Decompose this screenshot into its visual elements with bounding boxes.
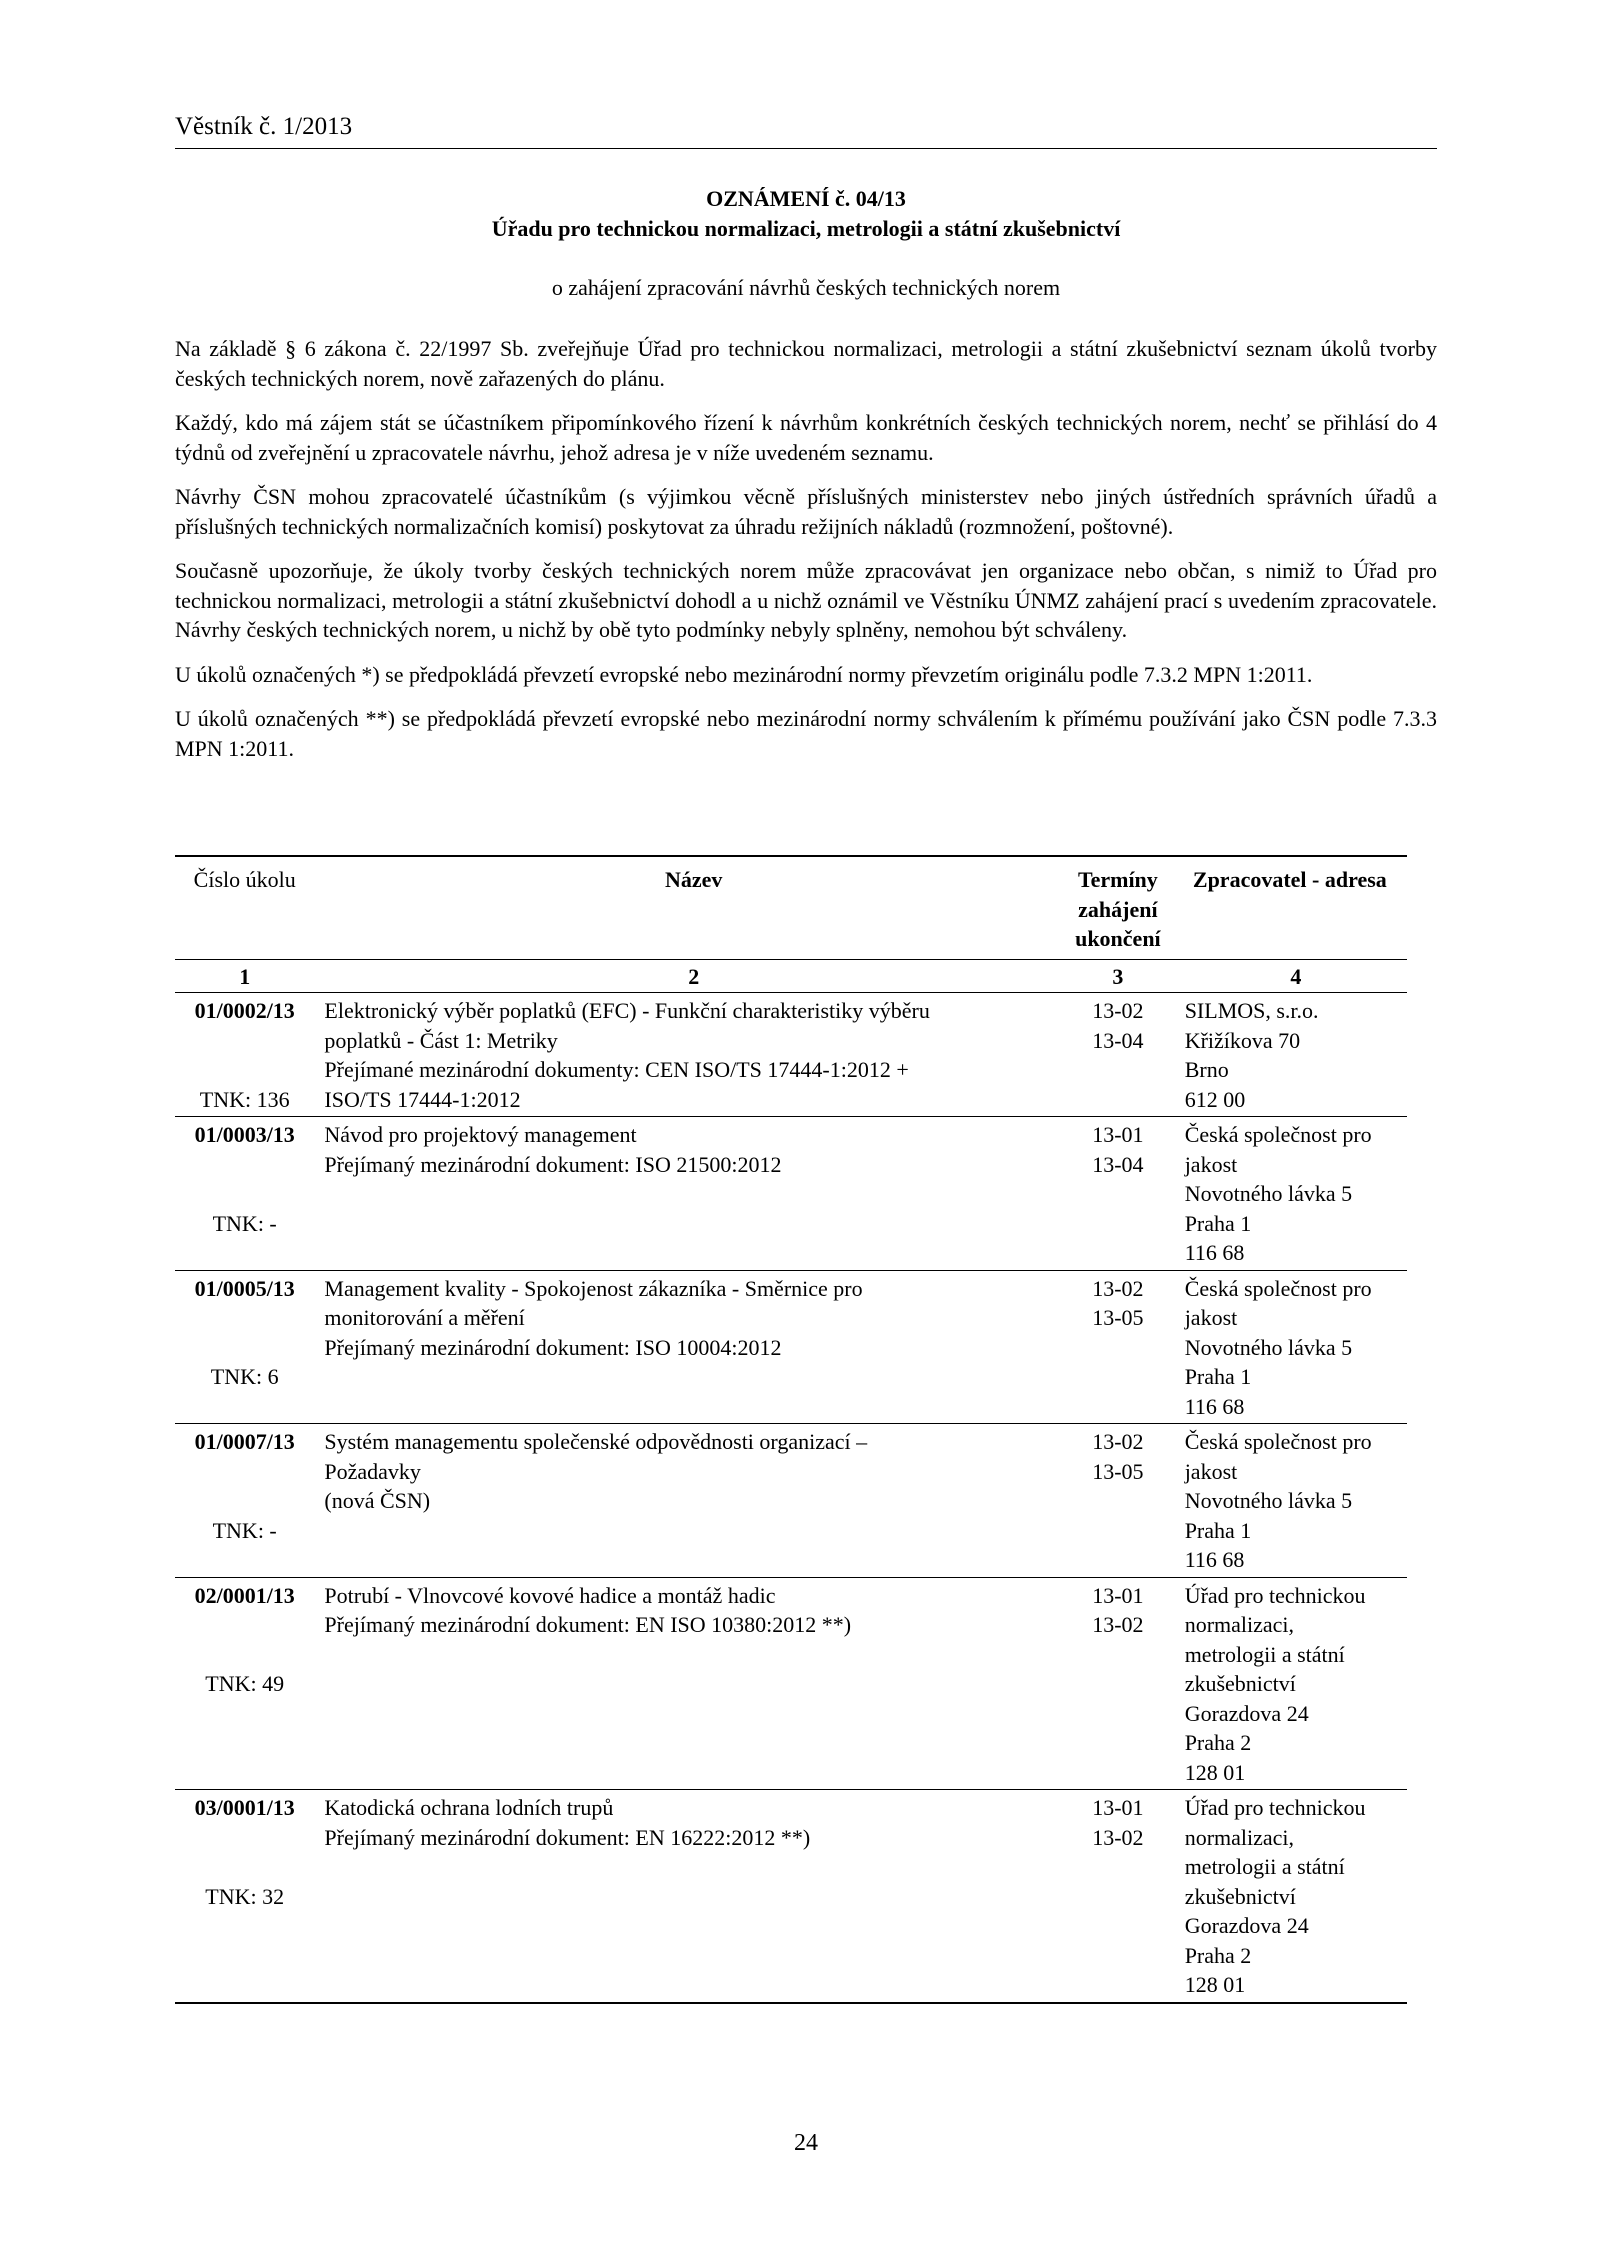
- title-line: Přejímaný mezinárodní dokument: EN 16222:2012 **): [324, 1824, 811, 1850]
- table-row: [175, 1117, 1407, 1271]
- notice-title-line1: OZNÁMENÍ č. 04/13: [706, 186, 906, 211]
- header-dates-line: Termíny: [1077, 867, 1158, 892]
- processor-line: metrologii a státní: [1184, 1854, 1345, 1879]
- processor-line: normalizaci,: [1184, 1824, 1295, 1850]
- task-cell-content: [175, 996, 314, 1114]
- title-line: Potrubí - Vlnovcové kovové hadice a montáž hadic: [324, 1582, 776, 1608]
- processor-line: 116 68: [1184, 1393, 1245, 1419]
- title-line: monitorování a měření: [324, 1305, 525, 1330]
- title-line: Požadavky: [324, 1458, 421, 1484]
- end-date: 13-05: [1092, 1305, 1144, 1330]
- title-line: poplatků - Část 1: Metriky: [324, 1027, 558, 1053]
- table-row: [175, 1424, 1407, 1578]
- end-date: 13-02: [1092, 1824, 1144, 1850]
- column-number: 1: [175, 959, 314, 993]
- end-date: 13-05: [1092, 1458, 1144, 1484]
- processor-line: Česká společnost pro: [1184, 1122, 1372, 1147]
- header-dates-line: ukončení: [1075, 926, 1161, 951]
- end-date: 13-04: [1092, 1151, 1144, 1177]
- dates-cell: [1063, 1577, 1173, 1790]
- dates-cell: [1063, 1424, 1173, 1578]
- title-line: Elektronický výběr poplatků (EFC) - Funkční charakteristiky výběru: [324, 998, 930, 1023]
- title-line: Management kvality - Spokojenost zákazníka - Směrnice pro: [324, 1275, 863, 1301]
- processor-line: Praha 1: [1184, 1210, 1252, 1236]
- title-line: Přejímaný mezinárodní dokument: ISO 21500:2012: [324, 1151, 782, 1177]
- header-task-number: Číslo úkolu: [175, 856, 314, 959]
- processor-line: 612 00: [1184, 1086, 1246, 1112]
- end-date: 13-04: [1092, 1027, 1144, 1053]
- task-number: 01/0005/13: [194, 1275, 295, 1301]
- title-line: Systém managementu společenské odpovědnosti organizací –: [324, 1429, 868, 1454]
- table-row: [175, 1790, 1407, 2003]
- task-cell-content: [175, 1274, 314, 1392]
- title-cell: [314, 1270, 1063, 1424]
- column-number: 4: [1173, 959, 1407, 993]
- tasks-table: [175, 855, 1407, 2004]
- column-number: 2: [314, 959, 1063, 993]
- processor-cell: [1173, 993, 1407, 1117]
- processor-line: 128 01: [1184, 1972, 1246, 1997]
- paragraph: Současně upozorňuje, že úkoly tvorby českých technických norem může zpracovávat jen organizace nebo občan, s nimiž to Úřad pro technickou normalizaci, metrologii a státní zkušebnictví dohodl a u nichž oznámil ve Věstníku ÚNMZ zahájení prací s uvedením zpracovatele. Návrhy českých technických norem, u nichž by obě tyto podmínky nebyly splněny, nemohou být schváleny.: [175, 558, 1437, 642]
- processor-line: metrologii a státní: [1184, 1641, 1345, 1667]
- processor-line: 128 01: [1184, 1759, 1246, 1785]
- task-cell: [175, 1117, 314, 1271]
- task-cell: [175, 1577, 314, 1790]
- processor-line: Křižíkova 70: [1184, 1027, 1301, 1053]
- body-text: [175, 334, 1437, 778]
- processor-line: jakost: [1184, 1151, 1238, 1177]
- processor-line: Novotného lávka 5: [1184, 1334, 1353, 1360]
- processor-line: Úřad pro technickou: [1184, 1582, 1366, 1608]
- column-number: 3: [1063, 959, 1173, 993]
- tnk-committee: TNK: -: [212, 1517, 277, 1543]
- title-cell: [314, 1790, 1063, 2003]
- task-cell-content: [175, 1793, 314, 1911]
- dates-cell: [1063, 993, 1173, 1117]
- processor-line: Praha 1: [1184, 1517, 1252, 1543]
- task-cell-content: [175, 1581, 314, 1699]
- header-title: Název: [314, 856, 1063, 959]
- tnk-committee: TNK: -: [212, 1210, 277, 1236]
- paragraph: Každý, kdo má zájem stát se účastníkem připomínkového řízení k návrhům konkrétních českých technických norem, nechť se přihlásí do 4 týdnů od zveřejnění u zpracovatele návrhu, jehož adresa je v níže uvedeném seznamu.: [175, 410, 1437, 465]
- processor-line: Novotného lávka 5: [1184, 1488, 1353, 1513]
- processor-line: Novotného lávka 5: [1184, 1181, 1353, 1206]
- title-line: ISO/TS 17444-1:2012: [324, 1086, 521, 1112]
- tnk-committee: TNK: 6: [210, 1364, 279, 1389]
- paragraph: Návrhy ČSN mohou zpracovatelé účastníkům (s výjimkou věcně příslušných ministerstev nebo jiných ústředních správních úřadů a příslušných technických normalizačních komisí) poskytovat za úhradu režijních nákladů (rozmnožení, poštovné).: [175, 484, 1437, 539]
- start-date: 13-02: [1092, 1429, 1144, 1454]
- title-cell: [314, 1577, 1063, 1790]
- title-cell: [314, 1117, 1063, 1271]
- start-date: 13-01: [1092, 1122, 1144, 1147]
- processor-line: Praha 2: [1184, 1942, 1252, 1968]
- header-dates-line: zahájení: [1078, 896, 1158, 922]
- journal-header: [175, 112, 1437, 149]
- column-number-row: [175, 959, 1407, 993]
- end-date: 13-02: [1092, 1612, 1144, 1637]
- start-date: 13-02: [1092, 1275, 1144, 1301]
- processor-cell: [1173, 1424, 1407, 1578]
- page-number: 24: [794, 2130, 818, 2156]
- start-date: 13-01: [1092, 1582, 1144, 1608]
- title-line: Přejímaný mezinárodní dokument: EN ISO 10380:2012 **): [324, 1612, 852, 1637]
- processor-line: Praha 2: [1184, 1730, 1252, 1755]
- title-line: Návod pro projektový management: [324, 1122, 637, 1147]
- title-line: Přejímaný mezinárodní dokument: ISO 10004:2012: [324, 1334, 782, 1360]
- processor-line: normalizaci,: [1184, 1612, 1295, 1637]
- processor-line: Gorazdova 24: [1184, 1700, 1309, 1726]
- task-number: 01/0002/13: [194, 998, 295, 1023]
- tnk-committee: TNK: 136: [199, 1086, 290, 1112]
- task-cell: [175, 1424, 314, 1578]
- processor-line: zkušebnictví: [1184, 1883, 1296, 1909]
- task-number: 02/0001/13: [194, 1582, 295, 1608]
- processor-line: jakost: [1184, 1458, 1238, 1484]
- task-cell: [175, 1270, 314, 1424]
- dates-cell: [1063, 1790, 1173, 2003]
- title-cell: [314, 993, 1063, 1117]
- task-number: 01/0007/13: [194, 1429, 295, 1454]
- processor-line: Gorazdova 24: [1184, 1913, 1309, 1938]
- notice-title: [175, 184, 1437, 244]
- dates-cell: [1063, 1270, 1173, 1424]
- start-date: 13-01: [1092, 1795, 1144, 1820]
- processor-line: Česká společnost pro: [1184, 1275, 1372, 1301]
- processor-cell: [1173, 1117, 1407, 1271]
- task-number: 03/0001/13: [194, 1795, 295, 1820]
- paragraph: U úkolů označených *) se předpokládá převzetí evropské nebo mezinárodní normy převzetím originálu podle 7.3.2 MPN 1:2011.: [175, 661, 1313, 687]
- table-row: [175, 993, 1407, 1117]
- notice-subtitle: o zahájení zpracování návrhů českých technických norem: [551, 275, 1061, 300]
- processor-line: 116 68: [1184, 1547, 1245, 1572]
- paragraph: U úkolů označených **) se předpokládá převzetí evropské nebo mezinárodní normy schválením k přímému používání jako ČSN podle 7.3.3 MPN 1:2011.: [175, 706, 1437, 761]
- processor-line: Česká společnost pro: [1184, 1429, 1372, 1454]
- processor-cell: [1173, 1790, 1407, 2003]
- table-row: [175, 1577, 1407, 1790]
- task-cell-content: [175, 1120, 314, 1238]
- processor-line: zkušebnictví: [1184, 1671, 1296, 1696]
- processor-cell: [1173, 1577, 1407, 1790]
- table-header-row: [175, 856, 1407, 959]
- processor-line: Praha 1: [1184, 1364, 1252, 1389]
- tnk-committee: TNK: 49: [205, 1671, 285, 1696]
- processor-line: Úřad pro technickou: [1184, 1795, 1366, 1820]
- task-cell: [175, 993, 314, 1117]
- title-line: (nová ČSN): [324, 1488, 431, 1513]
- title-line: Katodická ochrana lodních trupů: [324, 1795, 614, 1820]
- title-cell: [314, 1424, 1063, 1578]
- processor-line: jakost: [1184, 1305, 1238, 1330]
- paragraph: Na základě § 6 zákona č. 22/1997 Sb. zveřejňuje Úřad pro technickou normalizaci, metrologii a státní zkušebnictví seznam úkolů tvorby českých technických norem, nově zařazených do plánu.: [175, 336, 1437, 391]
- processor-line: SILMOS, s.r.o.: [1184, 998, 1319, 1023]
- task-cell-content: [175, 1427, 314, 1545]
- processor-line: 116 68: [1184, 1240, 1245, 1265]
- dates-cell: [1063, 1117, 1173, 1271]
- task-cell: [175, 1790, 314, 2003]
- processor-cell: [1173, 1270, 1407, 1424]
- processor-line: Brno: [1184, 1057, 1229, 1082]
- start-date: 13-02: [1092, 998, 1144, 1023]
- header-processor: Zpracovatel - adresa: [1173, 856, 1407, 959]
- header-dates: [1063, 856, 1173, 959]
- tnk-committee: TNK: 32: [205, 1883, 285, 1909]
- table-row: [175, 1270, 1407, 1424]
- notice-title-line2: Úřadu pro technickou normalizaci, metrologii a státní zkušebnictví: [491, 216, 1121, 241]
- title-line: Přejímané mezinárodní dokumenty: CEN ISO/TS 17444-1:2012 +: [324, 1057, 909, 1082]
- journal-title: Věstník č. 1/2013: [175, 113, 353, 140]
- task-number: 01/0003/13: [194, 1122, 295, 1147]
